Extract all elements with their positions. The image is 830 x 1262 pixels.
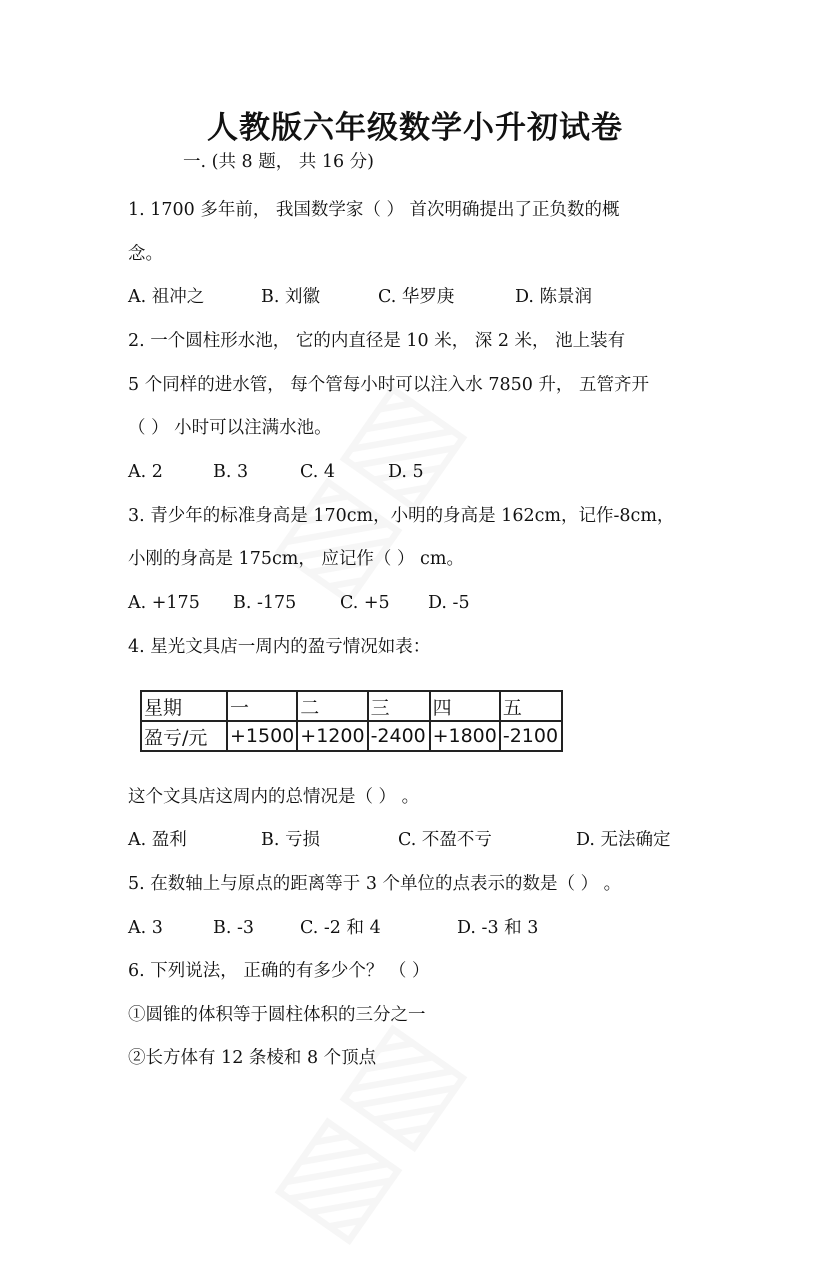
q4-option-b: B. 亏损	[261, 830, 320, 850]
section-header: 一. (共 8 题， 共 16 分)	[183, 152, 374, 172]
question-1-text-cont: 念。	[128, 244, 163, 264]
table-cell: +1800	[430, 721, 500, 751]
q3-option-d: D. -5	[428, 593, 470, 613]
q5-option-c: C. -2 和 4	[300, 918, 381, 938]
q2-option-a: A. 2	[128, 462, 163, 482]
q1-option-d: D. 陈景润	[515, 287, 593, 307]
watermark-graphic-lower	[241, 997, 485, 1262]
question-2-text-cont2: （ ） 小时可以注满水池。	[128, 418, 332, 438]
table-cell: +1500	[227, 721, 297, 751]
table-cell: -2100	[500, 721, 562, 751]
q3-option-b: B. -175	[233, 593, 297, 613]
q6-statement-1: ①圆锥的体积等于圆柱体积的三分之一	[128, 1005, 426, 1025]
q2-option-b: B. 3	[213, 462, 249, 482]
profit-loss-table	[140, 690, 563, 752]
question-5-text: 5. 在数轴上与原点的距离等于 3 个单位的点表示的数是（ ） 。	[128, 874, 622, 894]
table-cell: 三	[368, 691, 430, 721]
q6-statement-2: ②长方体有 12 条棱和 8 个顶点	[128, 1048, 377, 1068]
q5-option-a: A. 3	[128, 918, 163, 938]
table-cell: -2400	[368, 721, 430, 751]
q1-option-a: A. 祖冲之	[128, 287, 205, 307]
q3-option-a: A. +175	[128, 593, 200, 613]
q1-option-c: C. 华罗庚	[378, 287, 455, 307]
table-row	[141, 721, 562, 751]
q2-option-d: D. 5	[388, 462, 424, 482]
table-cell: +1200	[297, 721, 367, 751]
question-2-text: 2. 一个圆柱形水池， 它的内直径是 10 米， 深 2 米， 池上装有	[128, 331, 626, 351]
q1-option-b: B. 刘徽	[261, 287, 320, 307]
q2-option-c: C. 4	[300, 462, 336, 482]
page-title: 人教版六年级数学小升初试卷	[207, 110, 623, 146]
q5-option-b: B. -3	[213, 918, 255, 938]
table-cell: 一	[227, 691, 297, 721]
table-cell: 二	[297, 691, 367, 721]
question-3-text-cont: 小刚的身高是 175cm， 应记作（ ） cm。	[128, 549, 464, 569]
q4-option-d: D. 无法确定	[576, 830, 671, 850]
q4-option-a: A. 盈利	[128, 830, 187, 850]
table-header-row	[141, 691, 562, 721]
question-2-text-cont: 5 个同样的进水管， 每个管每小时可以注入水 7850 升， 五管齐开	[128, 375, 649, 395]
question-6-text: 6. 下列说法， 正确的有多少个？ （ ）	[128, 961, 430, 981]
table-cell: 盈亏/元	[141, 721, 227, 751]
question-3-text: 3. 青少年的标准身高是 170cm，小明的身高是 162cm，记作-8cm，	[128, 506, 675, 526]
table-cell: 星期	[141, 691, 227, 721]
table-cell: 四	[430, 691, 500, 721]
q4-option-c: C. 不盈不亏	[398, 830, 492, 850]
question-1-text: 1. 1700 多年前， 我国数学家（ ） 首次明确提出了正负数的概	[128, 200, 620, 220]
q5-option-d: D. -3 和 3	[457, 918, 539, 938]
q3-option-c: C. +5	[340, 593, 390, 613]
question-4-prompt: 这个文具店这周内的总情况是（ ） 。	[128, 787, 420, 807]
question-4-text: 4. 星光文具店一周内的盈亏情况如表：	[128, 637, 431, 657]
table-cell: 五	[500, 691, 562, 721]
